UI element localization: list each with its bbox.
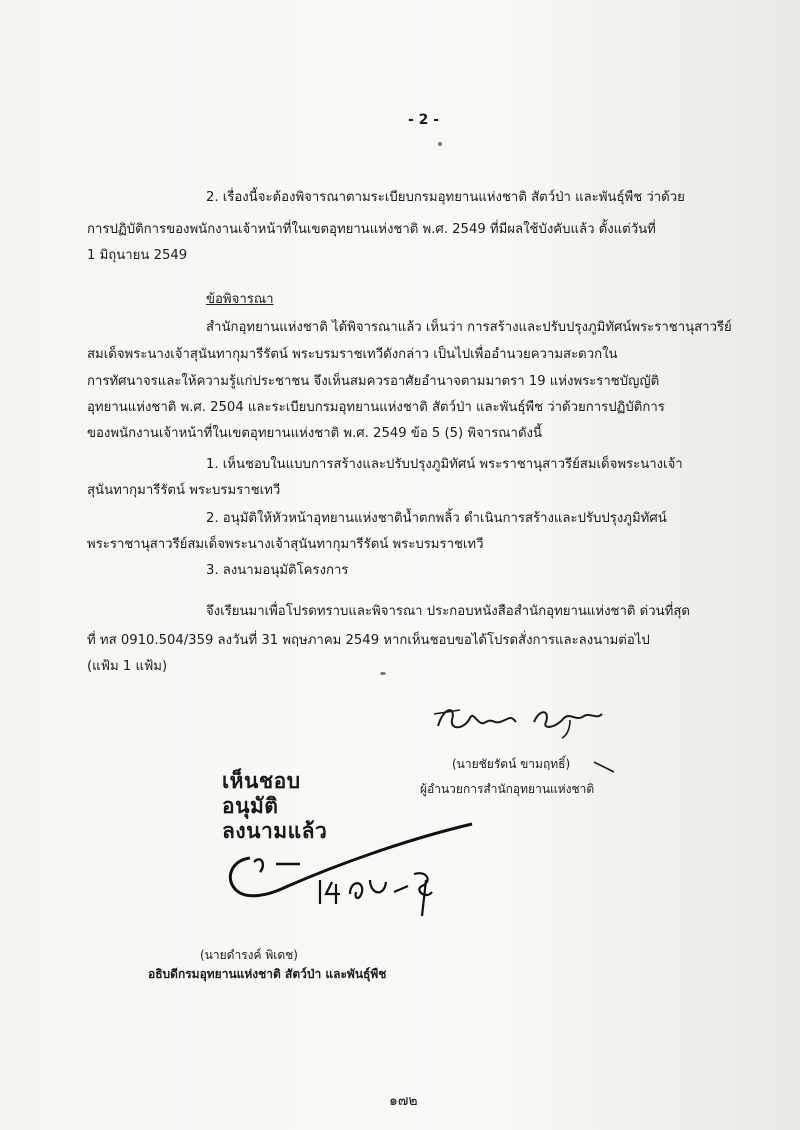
signer2-position: อธิบดีกรมอุทยานแห่งชาติ สัตว์ป่า และพันธุ์พืช: [148, 967, 387, 981]
consideration-line-2: สมเด็จพระนางเจ้าสุนันทากุมารีรัตน์ พระบรมราชเทวีดังกล่าว เป็นไปเพื่ออำนวยความสะดวกใน: [87, 347, 618, 362]
item2-line-2: การปฏิบัติการของพนักงานเจ้าหน้าที่ในเขตอุทยานแห่งชาติ พ.ศ. 2549 ที่มีผลใช้บังคับแล้ว ตั้งแต่วันที่: [87, 222, 656, 237]
point-3: 3. ลงนามอนุมัติโครงการ: [206, 563, 349, 578]
signer1-position: ผู้อำนวยการสำนักอุทยานแห่งชาติ: [420, 782, 595, 796]
closing-line-3: (แฟ้ม 1 แฟ้ม): [87, 659, 168, 674]
approval-stamp-line-1: เห็นชอบ: [222, 769, 301, 793]
director-signature: [430, 700, 620, 740]
pen-mark: [592, 758, 622, 778]
scan-speck: [438, 142, 442, 146]
consideration-line-5: ของพนักงานเจ้าหน้าที่ในเขตอุทยานแห่งชาติ พ.ศ. 2549 ข้อ 5 (5) พิจารณาดังนี้: [87, 426, 542, 441]
approval-stamp-line-3: ลงนามแล้ว: [222, 819, 328, 843]
director-general-signature: [214, 820, 484, 920]
consideration-line-3: การทัศนาจรและให้ความรู้แก่ประชาชน จึงเห็นสมควรอาศัยอำนาจตามมาตรา 19 แห่งพระราชบัญญัติ: [87, 374, 660, 389]
consideration-line-1: สำนักอุทยานแห่งชาติ ได้พิจารณาแล้ว เห็นว่า การสร้างและปรับปรุงภูมิทัศน์พระราชานุสาวรีย์: [206, 320, 732, 335]
consideration-line-4: อุทยานแห่งชาติ พ.ศ. 2504 และระเบียบกรมอุทยานแห่งชาติ สัตว์ป่า และพันธุ์พืช ว่าด้วยการปฏิบัติการ: [87, 400, 665, 415]
page-marker: - 2 -: [408, 112, 440, 128]
approval-stamp-line-2: อนุมัติ: [222, 794, 279, 818]
point-1-line-2: สุนันทากุมารีรัตน์ พระบรมราชเทวี: [87, 483, 281, 498]
signer1-name: (นายชัยรัตน์ ขามฤทธิ์): [452, 757, 571, 771]
point-1-line-1: 1. เห็นชอบในแบบการสร้างและปรับปรุงภูมิทัศน์ พระราชานุสาวรีย์สมเด็จพระนางเจ้า: [206, 457, 683, 472]
consideration-heading: ข้อพิจารณา: [206, 292, 274, 307]
item2-line-3: 1 มิถุนายน 2549: [87, 248, 188, 263]
point-2-line-1: 2. อนุมัติให้หัวหน้าอุทยานแห่งชาติน้ำตกพลิ้ว ดำเนินการสร้างและปรับปรุงภูมิทัศน์: [206, 511, 667, 526]
item2-line-1: 2. เรื่องนี้จะต้องพิจารณาตามระเบียบกรมอุทยานแห่งชาติ สัตว์ป่า และพันธุ์พืช ว่าด้วย: [206, 190, 685, 205]
closing-line-1: จึงเรียนมาเพื่อโปรดทราบและพิจารณา ประกอบหนังสือสำนักอุทยานแห่งชาติ ด่วนที่สุด: [206, 604, 690, 619]
scan-speck: [380, 672, 386, 675]
closing-line-2: ที่ ทส 0910.504/359 ลงวันที่ 31 พฤษภาคม 2549 หากเห็นชอบขอได้โปรดสั่งการและลงนามต่อไป: [87, 633, 650, 648]
footer-page-number: ๑๗๒: [389, 1093, 418, 1109]
signer2-name: (นายดำรงค์ พิเดช): [200, 948, 298, 962]
point-2-line-2: พระราชานุสาวรีย์สมเด็จพระนางเจ้าสุนันทากุมารีรัตน์ พระบรมราชเทวี: [87, 537, 484, 552]
